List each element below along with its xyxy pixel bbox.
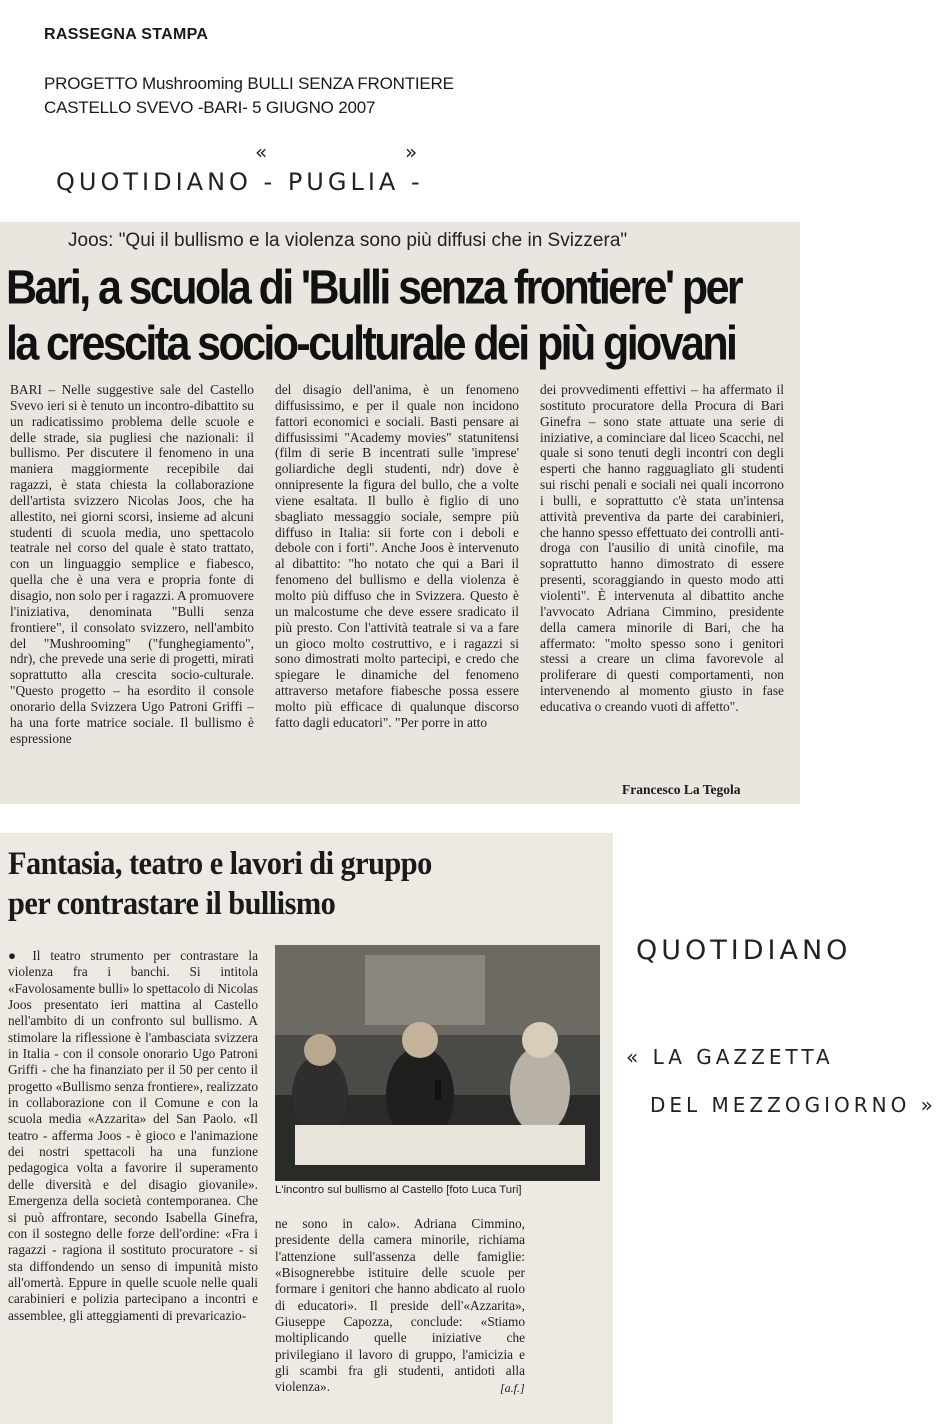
handwritten-quote-close: » xyxy=(405,140,422,164)
article2-signature: [a.f.] xyxy=(500,1381,525,1395)
handwritten-quote-open: « xyxy=(255,140,272,164)
article1-byline: Francesco La Tegola xyxy=(622,782,741,797)
article1-column-1 xyxy=(10,382,254,746)
article2-column-1 xyxy=(8,948,258,1324)
photo-caption: L'incontro sul bullismo al Castello [foto Luca Turi] xyxy=(275,1184,522,1196)
article2-headline-line1: Fantasia, teatro e lavori di gruppo xyxy=(8,846,432,882)
article1-column-2-text: del disagio dell'anima, è un fenomeno diffusissimo, e per il quale non incidono fattori economici e sociali. Basti pensare ai diffusissimi "Academy movies" statunitensi (film di serie B incentrati sulle 'imprese' goliardiche degli studenti, ndr) dove è onnipresente la figura del bullo, che a volte viene esaltata. Il bullo è figlio di uno sbagliato messaggio sociale, sempre più diffuso in Italia: sii forte con i deboli e debole con i forti". Anche Joos è intervenuto al dibattito: "ho notato che qui a Bari il fenomeno del bullismo e della violenza è molto più diffuso che in Svizzera. Questo è un malcostume che deve essere sradicato il più presto. Con l'attività teatrale si va a fare un gioco molto costruttivo, e i ragazzi si sono dimostrati molto partecipi, e credo che spiegare le dinamiche del fenomeno attraverso metafore fiabesche possa essere molto più efficace di qualunque discorso fatto dagli educatori". "Per porre in atto xyxy=(275,382,519,730)
photo-illustration xyxy=(275,945,600,1181)
article2-column-1-text: ● Il teatro strumento per contrastare la violenza fra i banchi. Si intitola «Favolosamente bulli» lo spettacolo di Nicolas Joos presentato ieri mattina al Castello nell'ambito di un confronto sul bullismo. A stimolare la riflessione è l'ambasciata svizzera in Italia - con il console onorario Ugo Patroni Griffi - che ha finanziato per il 50 per cento il progetto «Bullismo senza frontiere», realizzato in collaborazione con il Comune e con la scuola media «Azzarita» del San Paolo. «Il teatro - afferma Joos - è gioco e l'animazione dei nostri spettacoli ha una funzione pedagogica volta a favorire il superamento delle diversità e del disagio giovanile». Emergenza della società contemporanea. Che si può affrontare, secondo Isabella Ginefra, con il sostegno delle forze dell'ordine: «Fra i ragazzi - ragiona il sostituto procuratore - si sta diffondendo un senso di impunità misto all'omertà. Eppure in quelle scuole nelle quali carabinieri e polizia partecipano a incontri e assemblee, gli atteggiamenti di prevaricazio- xyxy=(8,948,259,1323)
press-review-title: RASSEGNA STAMPA xyxy=(44,26,209,43)
article1-kicker: Joos: "Qui il bullismo e la violenza sono più diffusi che in Svizzera" xyxy=(68,230,628,251)
article1-headline-line2: la crescita socio-culturale dei più giovani xyxy=(6,316,736,371)
article2-headline-line2: per contrastare il bullismo xyxy=(8,886,336,922)
handwritten-source-mezzogiorno: DEL MEZZOGIORNO » xyxy=(650,1093,937,1117)
article2-column-2-text: ne sono in calo». Adriana Cimmino, presidente della camera minorile, richiama l'attenzione sull'assenza delle famiglie: «Bisognerebbe istituire delle scuole per formare i genitori che hanno abdicato al ruolo di educatori». Il preside dell'«Azzarita», Giuseppe Capozza, conclude: «Stiamo moltiplicando quelle iniziative che privilegiano il lavoro di gruppo, l'amicizia e gli scambi fra gli studenti, antidoti alla violenza». xyxy=(275,1216,525,1395)
article1-column-2 xyxy=(275,382,519,731)
article2-column-2 xyxy=(275,1216,525,1396)
handwritten-source-puglia: QUOTIDIANO - PUGLIA - xyxy=(56,168,424,196)
project-line: PROGETTO Mushrooming BULLI SENZA FRONTIERE xyxy=(44,74,454,93)
article1-column-1-text: BARI – Nelle suggestive sale del Castello Svevo ieri si è tenuto un incontro-dibattito su un radicatissimo problema delle scuole e delle strade, sia pugliesi che nazionali: il bullismo. Per discutere il fenomeno in una maniera maggiormente recepibile dai ragazzi, è stata chiesta la collaborazione dell'artista svizzero Nicolas Joos, che ha allestito, nei giorni scorsi, insieme ad alcuni studenti di scuola media, uno spettacolo teatrale nel corso del quale è stato trattato, con un linguaggio semplice e fiabesco, quella che è una vera e propria fonte di disagio, non solo per i ragazzi. A promuovere l'iniziativa, denominata "Bulli senza frontiere", il consolato svizzero, nell'ambito del "Mushrooming" ("funghegiamento", ndr), che prevede una serie di progetti, mirati soprattutto alla crescita socio-culturale. "Questo progetto – ha esordito il console onorario della Svizzera Ugo Patroni Griffi – ha una forte matrice sociale. Il bullismo è espressione xyxy=(10,382,254,746)
article1-column-3-text: dei provvedimenti effettivi – ha affermato il sostituto procuratore della Procura di Bari Ginefra – sono state attuate una serie di iniziative, a cominciare dal liceo Scacchi, nel quale si sono tenuti degli incontri con degli esperti che hanno ragguagliato gli studenti sui rischi penali e sociali nei quali incorrono i bulli, e soprattutto c'è stata un'intensa attività preventiva da parte dei carabinieri, che hanno spesso effettuato dei controlli anti-droga con l'ausilio di unità cinofile, ma soprattutto hanno dimostrato di essere presenti, scoraggiando in questo modo atti violenti". È intervenuta al dibattito anche l'avvocato Adriana Cimmino, presidente della camera minorile di Bari, che ha affermato: "molto spesso sono i genitori stessi a creare un clima favorevole al proliferare di questi comportamenti, non intervenendo al momento giusto in fase educativa o creando vuoti di affetto". xyxy=(540,382,784,714)
article2-photo xyxy=(275,945,600,1181)
handwritten-source-gazzetta: « LA GAZZETTA xyxy=(626,1045,834,1069)
event-line: CASTELLO SVEVO -BARI- 5 GIUGNO 2007 xyxy=(44,98,376,117)
handwritten-source-quotidiano: QUOTIDIANO xyxy=(636,935,852,966)
article1-column-3 xyxy=(540,382,784,715)
article1-headline-line1: Bari, a scuola di 'Bulli senza frontiere' per xyxy=(6,260,742,315)
